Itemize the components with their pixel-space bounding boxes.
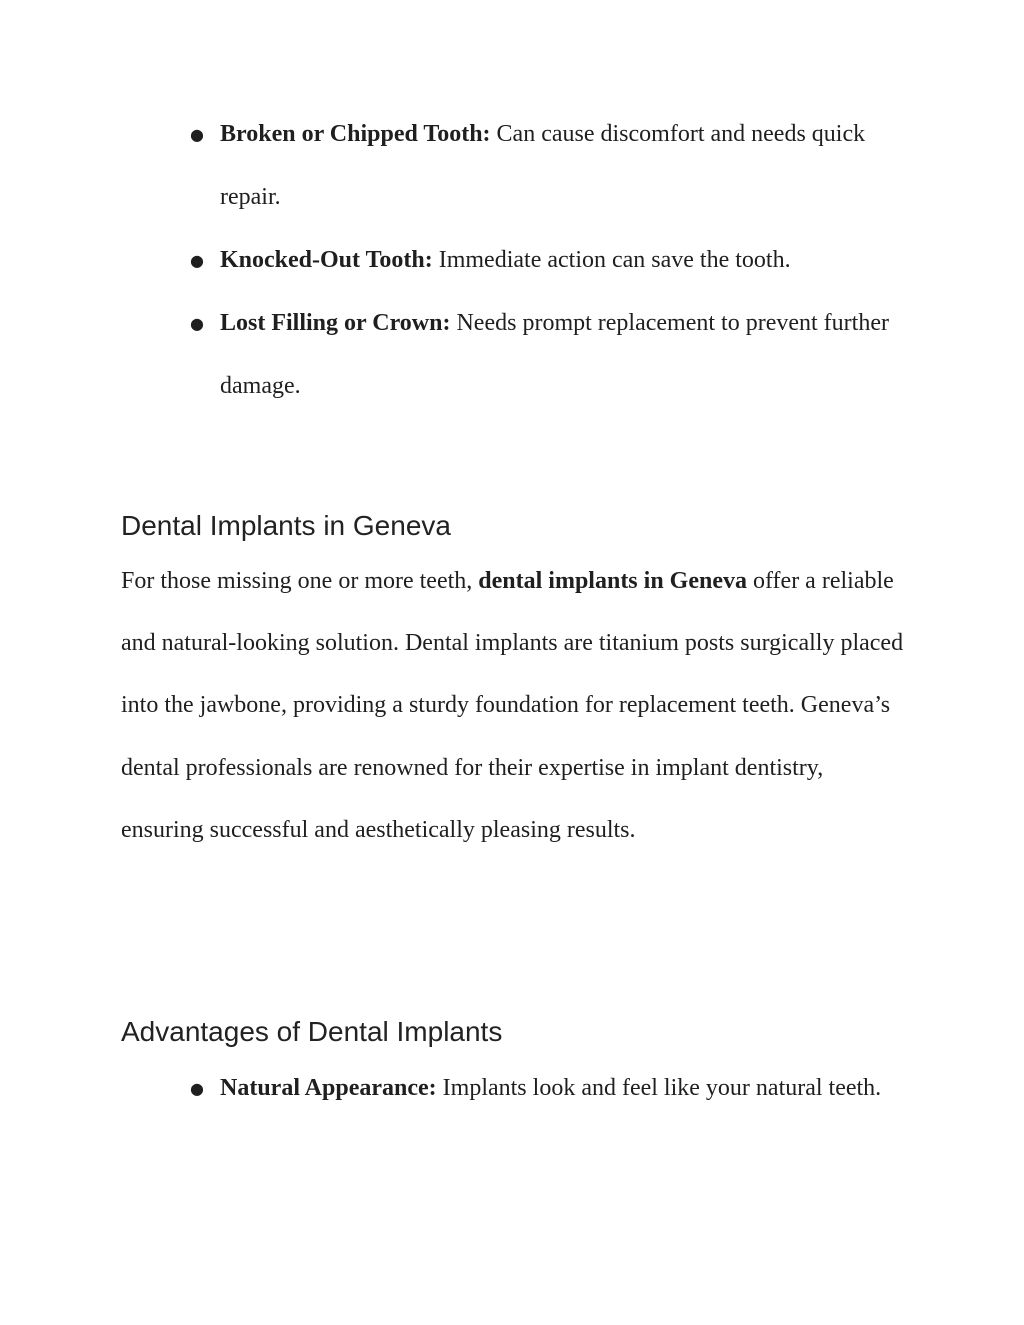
list-item-text: Needs prompt replacement to prevent further damage. <box>220 310 889 399</box>
list-item <box>190 229 910 292</box>
list-item-term: Broken or Chipped Tooth: <box>220 121 491 147</box>
list-item-text: Immediate action can save the tooth. <box>432 247 791 273</box>
list-item <box>190 292 910 418</box>
paragraph-bold-text: dental implants in Geneva <box>478 568 747 594</box>
advantages-list <box>190 1057 910 1120</box>
emergency-list <box>190 103 910 418</box>
bullet-icon: ● <box>190 251 204 270</box>
bullet-icon: ● <box>190 125 204 144</box>
paragraph-text: offer a reliable and natural-looking solution. Dental implants are titanium posts surgically placed into the jawbone, providing a sturdy foundation for replacement teeth. Geneva’s dental professionals are renowned for their expertise in implant dentistry, ensuring successful and aesthetically pleasing results. <box>121 568 904 843</box>
section-heading-advantages: Advantages of Dental Implants <box>121 1016 503 1047</box>
bullet-icon: ● <box>190 1079 204 1098</box>
paragraph-text: For those missing one or more teeth, <box>121 568 479 594</box>
list-item-term: Knocked-Out Tooth: <box>220 247 433 273</box>
dental-implants-paragraph <box>121 550 911 861</box>
list-item-text: Implants look and feel like your natural teeth. <box>436 1075 882 1101</box>
bullet-icon: ● <box>190 314 204 333</box>
section-heading-dental-implants: Dental Implants in Geneva <box>121 510 451 541</box>
list-item <box>190 103 910 229</box>
list-item-term: Lost Filling or Crown: <box>220 310 451 336</box>
list-item-text: Can cause discomfort and needs quick repair. <box>220 121 866 210</box>
list-item-term: Natural Appearance: <box>220 1075 437 1101</box>
list-item <box>190 1057 910 1120</box>
